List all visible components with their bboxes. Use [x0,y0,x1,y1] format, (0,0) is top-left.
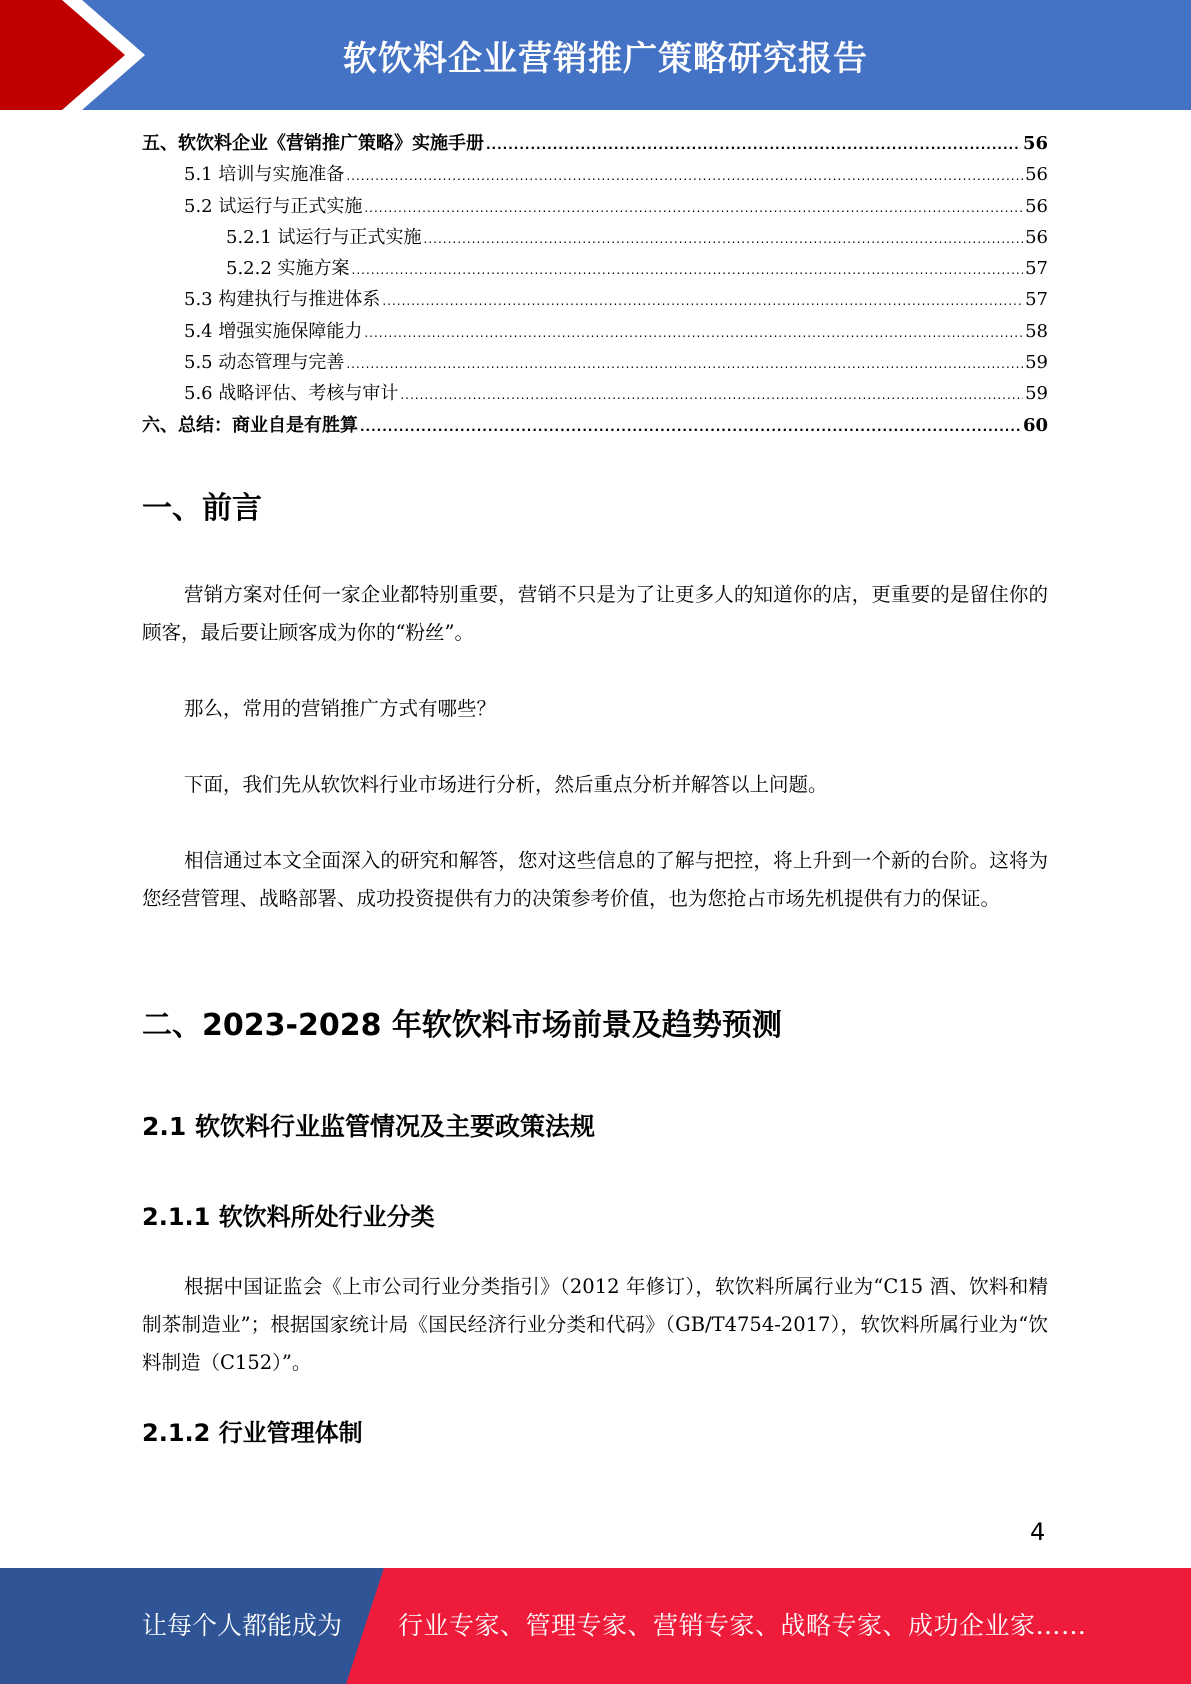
table-of-contents [142,128,1048,441]
heading-2-1-2: 2.1.2 行业管理体制 [142,1419,363,1447]
paragraph-preface-4: 相信通过本文全面深入的研究和解答，您对这些信息的了解与把控，将上升到一个新的台阶。这将为您经营管理、战略部署、成功投资提供有力的决策参考价值，也为您抢占市场先机提供有力的保证。 [142,849,1048,910]
page-number: 4 [1030,1518,1046,1546]
toc-dot-leader [364,193,1023,224]
heading-preface: 一、前言 [142,491,262,526]
toc-entry-page: 56 [1025,164,1048,186]
toc-entry-title: 六、总结：商业自是有胜算 [142,414,358,436]
toc-entry[interactable] [142,128,1048,159]
toc-entry-page: 58 [1025,320,1048,342]
footer-slogan-right: 行业专家、管理专家、营销专家、战略专家、成功企业家…… [398,1611,1087,1640]
toc-entry[interactable] [142,284,1048,315]
toc-entry-title: 5.4 增强实施保障能力 [184,320,363,342]
toc-dot-leader [346,349,1023,380]
heading-market-forecast: 二、2023-2028 年软饮料市场前景及趋势预测 [142,1008,782,1043]
toc-entry-page: 59 [1025,383,1048,405]
toc-entry[interactable] [142,159,1048,190]
toc-entry-title: 5.2.2 实施方案 [226,258,350,280]
toc-entry-title: 5.5 动态管理与完善 [184,352,345,374]
toc-entry[interactable] [142,378,1048,409]
toc-dot-leader [382,286,1023,317]
toc-entry[interactable] [142,222,1048,253]
toc-dot-leader [346,161,1023,192]
toc-entry-page: 56 [1022,133,1048,154]
toc-entry[interactable] [142,347,1048,378]
footer-slogan-left: 让每个人都能成为 [142,1611,343,1640]
toc-entry-title: 5.2 试运行与正式实施 [184,195,363,217]
toc-entry-page: 56 [1025,195,1048,217]
toc-entry-title: 5.1 培训与实施准备 [184,164,345,186]
toc-entry-title: 5.6 战略评估、考核与审计 [184,383,399,405]
toc-entry-title: 5.2.1 试运行与正式实施 [226,226,422,248]
toc-dot-leader [424,224,1024,255]
toc-entry-page: 57 [1025,289,1048,311]
toc-entry-page: 60 [1022,414,1048,436]
toc-dot-leader [400,380,1023,411]
paragraph-preface-1: 营销方案对任何一家企业都特别重要，营销不只是为了让更多人的知道你的店，更重要的是留住你的顾客，最后要让顾客成为你的“粉丝”。 [142,583,1048,644]
toc-entry[interactable] [142,253,1048,284]
toc-entry[interactable] [142,316,1048,347]
toc-entry-page: 59 [1025,352,1048,374]
toc-entry-title: 5.3 构建执行与推进体系 [184,289,381,311]
toc-dot-leader [360,412,1021,443]
paragraph-industry-classification: 根据中国证监会《上市公司行业分类指引》（2012 年修订），软饮料所属行业为“C15 酒、饮料和精制茶制造业”；根据国家统计局《国民经济行业分类和代码》（GB/T4754-2017），软饮料所属行业为“饮料制造（C152）”。 [142,1275,1048,1374]
toc-entry-page: 57 [1025,258,1048,280]
toc-dot-leader [352,255,1024,286]
heading-2-1: 2.1 软饮料行业监管情况及主要政策法规 [142,1112,595,1141]
toc-entry-title: 五、软饮料企业《营销推广策略》实施手册 [142,133,484,154]
toc-entry[interactable] [142,191,1048,222]
report-title: 软饮料企业营销推广策略研究报告 [343,38,868,79]
toc-dot-leader [486,130,1021,161]
toc-entry[interactable] [142,410,1048,441]
toc-entry-page: 56 [1025,226,1048,248]
paragraph-preface-3: 下面，我们先从软饮料行业市场进行分析，然后重点分析并解答以上问题。 [184,773,828,796]
heading-2-1-1: 2.1.1 软饮料所处行业分类 [142,1203,435,1231]
page-footer [0,1568,1191,1684]
paragraph-preface-2: 那么，常用的营销推广方式有哪些？ [184,697,497,720]
page-header [0,0,1191,110]
toc-dot-leader [364,318,1023,349]
